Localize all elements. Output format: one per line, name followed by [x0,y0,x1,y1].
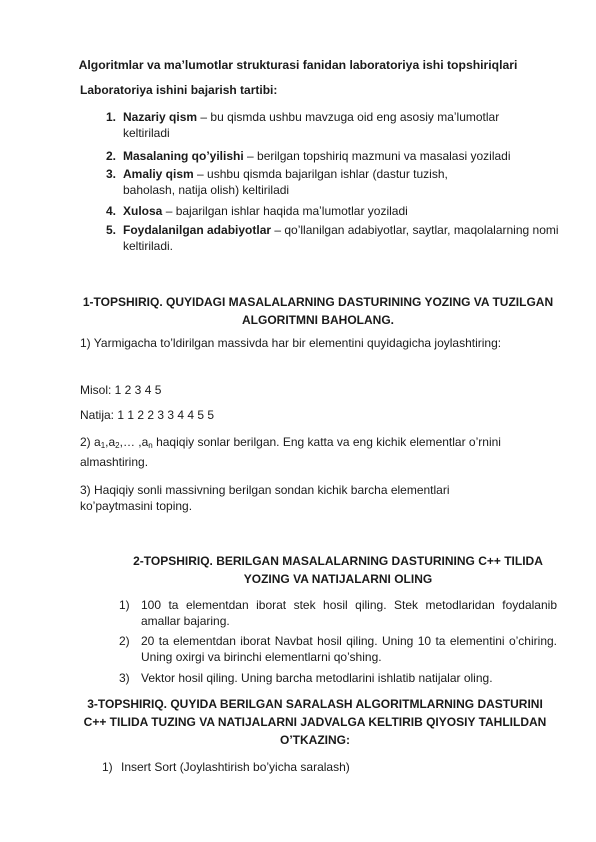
list-number: 1) [102,760,113,774]
list-number: 2) [119,634,130,648]
document-title: Algoritmlar va maʼlumotlar strukturasi fanidan laboratoriya ishi topshiriqlari [78,58,518,72]
list-item-term: Foydalanilgan adabiyotlar [123,223,272,237]
list-item-text: – bajarilgan ishlar haqida maʼlumotlar yoziladi [162,204,408,218]
task1-heading: 1-TOPSHIRIQ. QUYIDAGI MASALALARNING DASTURINING YOZING VA TUZILGAN ALGORITMNI BAHOLANG. [82,295,554,327]
list-item-term: Amaliy qism [123,167,194,181]
list-number: 5. [106,223,117,237]
list-item-text: – berilgan topshiriq mazmuni va masalasi yoziladi [243,149,511,163]
list-number: 1. [106,110,117,124]
list-item-text: – qo’llanilgan adabiyotlar, saytlar, maqolalarning nomi keltiriladi. [123,223,559,253]
task1-paragraph-1: 1) Yarmigacha to’ldirilgan massivda har bir elementini quyidagicha joylashtiring: [80,336,502,350]
task3-heading: 3-TOPSHIRIQ. QUYIDA BERILGAN SARALASH ALGORITMLARNING DASTURINI C++ TILIDA TUZING VA NATIJALARNI JADVALGA KELTIRIB QIYOSIY TAHLILDAN O’TKAZING: [83,697,547,747]
order-heading: Laboratoriya ishini bajarish tartibi: [80,83,278,97]
list-item-term: Masalaning qo’yilishi [123,149,244,163]
list-item-term: Xulosa [123,204,163,218]
list-item-text: 100 ta elementdan iborat stek hosil qiling. Stek metodlaridan foydalanib amallar bajaring. [141,598,557,628]
list-number: 3) [119,671,130,685]
task1-paragraph-3: 3) Haqiqiy sonli massivning berilgan sondan kichik barcha elementlari ko’paytmasini toping. [80,483,450,513]
list-item-term: Nazariy qism [123,110,198,124]
list-item-text: – ushbu qismda bajarilgan ishlar (dastur tuzish, baholash, natija olish) keltiriladi [123,167,448,197]
task1-example: Misol: 1 2 3 4 5 [80,383,162,397]
task1-paragraph-2: 2) $a_1,a_2,\dots$ $,a_n$ haqiqiy sonlar berilgan. Eng katta va eng kichik elementlar o’rnini almashtiring. [80,435,501,469]
task2-heading: 2-TOPSHIRIQ. BERILGAN MASALALARNING DASTURINING C++ TILIDA YOZING VA NATIJALARNI OLING [133,554,543,586]
list-item-text: – bu qismda ushbu mavzuga oid eng asosiy maʼlumotlar keltiriladi [123,110,500,140]
list-number: 4. [106,204,117,218]
list-number: 1) [119,598,130,612]
list-number: 2. [106,149,117,163]
list-item-text: Vektor hosil qiling. Uning barcha metodlarini ishlatib natijalar oling. [141,671,493,685]
task1-result: Natija: 1 1 2 2 3 3 4 4 5 5 [80,408,215,422]
list-item-text: 20 ta elementdan iborat Navbat hosil qiling. Uning 10 ta elementini o’chiring. Uning oxirgi va birinchi elementlarni qo’shing. [141,634,557,664]
list-item-text: Insert Sort (Joylashtirish bo’yicha saralash) [121,760,350,774]
list-number: 3. [106,167,117,181]
